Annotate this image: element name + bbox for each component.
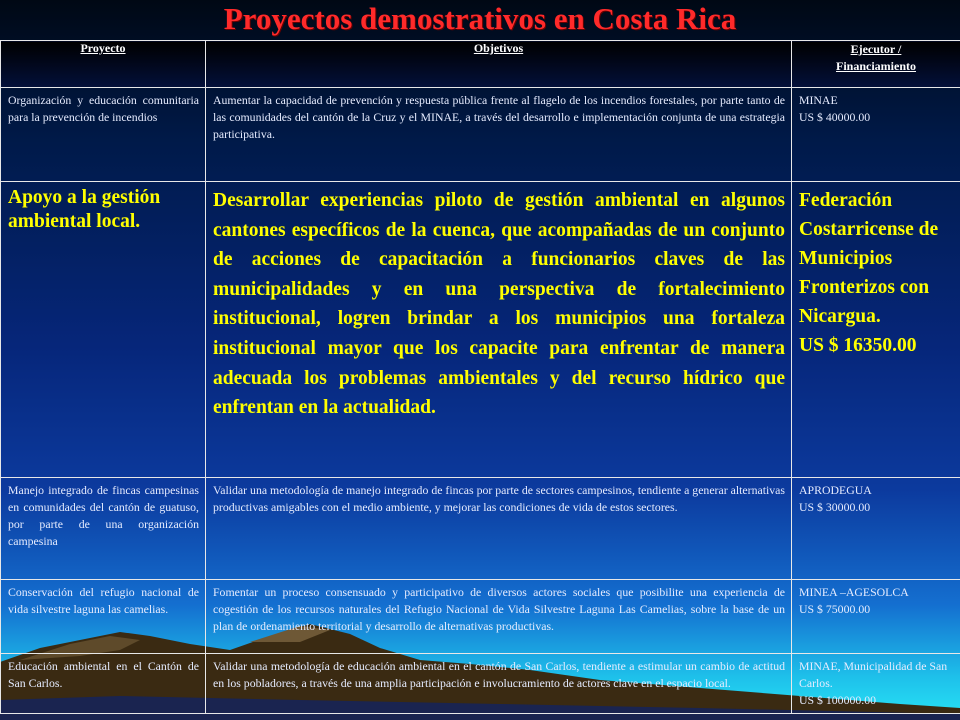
table-row bbox=[1, 88, 960, 182]
ejecutor-amount: US $ 16350.00 bbox=[799, 335, 917, 356]
cell-objetivos: Fomentar un proceso consensuado y participativo de diversos actores sociales que posibilite una experiencia de cogestión de los recursos naturales del Refugio Nacional de Vida Silvestre Laguna Las Camelias, sobre la base de un plan de ordenamiento territorial y desarrollo de alternativas productivas. bbox=[206, 580, 792, 654]
cell-proyecto: Organización y educación comunitaria para la prevención de incendios bbox=[1, 88, 206, 182]
table-header-row bbox=[1, 41, 960, 88]
cell-ejecutor bbox=[792, 88, 960, 182]
projects-table bbox=[0, 40, 960, 714]
cell-proyecto: Manejo integrado de fincas campesinas en comunidades del cantón de guatuso, por parte de una organización campesina bbox=[1, 478, 206, 580]
table-row bbox=[1, 580, 960, 654]
table-row bbox=[1, 182, 960, 478]
cell-objetivos: Aumentar la capacidad de prevención y respuesta pública frente al flagelo de los incendios forestales, por parte tanto de las comunidades del cantón de la Cruz y el MINAE, a través del desarrollo e implementación conjunta de una estrategia participativa. bbox=[206, 88, 792, 182]
cell-objetivos: Validar una metodología de manejo integrado de fincas por parte de sectores campesinos, tendiente a generar alternativas productivas amigables con el medio ambiente, y mejorar las condiciones de vida de estos sectores. bbox=[206, 478, 792, 580]
ejecutor-amount: US $ 40000.00 bbox=[799, 110, 871, 124]
cell-objetivos: Desarrollar experiencias piloto de gestión ambiental en algunos cantones específicos de la cuenca, que acompañadas de un conjunto de acciones de capacitación a funcionarios claves de las municipalidades y en una perspectiva de fortalecimiento institucional, logren brindar a los municipios una fortaleza institucional mayor que los capacite para enfrentar de manera adecuada los problemas ambientales y del recurso hídrico que enfrentan en la actualidad. bbox=[206, 182, 792, 478]
cell-proyecto: Apoyo a la gestión ambiental local. bbox=[1, 182, 206, 478]
cell-ejecutor bbox=[792, 580, 960, 654]
table-row bbox=[1, 654, 960, 714]
header-proyecto bbox=[1, 41, 206, 88]
ejecutor-amount: US $ 30000.00 bbox=[799, 500, 871, 514]
header-proyecto-label: Proyecto bbox=[80, 41, 126, 55]
table-row bbox=[1, 478, 960, 580]
header-ejecutor-label-2: Financiamiento bbox=[836, 59, 916, 73]
header-ejecutor bbox=[792, 41, 960, 88]
page-title: Proyectos demostrativos en Costa Rica bbox=[223, 1, 737, 36]
ejecutor-amount: US $ 75000.00 bbox=[799, 602, 871, 616]
cell-ejecutor bbox=[792, 182, 960, 478]
ejecutor-name: Federación Costarricense de Municipios Fronterizos con Nicargua. bbox=[799, 190, 939, 327]
ejecutor-name: APRODEGUA bbox=[799, 483, 872, 497]
header-objetivos bbox=[206, 41, 792, 88]
ejecutor-amount: US $ 100000.00 bbox=[799, 693, 877, 707]
ejecutor-name: MINAE, Municipalidad de San Carlos. bbox=[799, 659, 948, 690]
ejecutor-name: MINEA –AGESOLCA bbox=[799, 585, 909, 599]
cell-proyecto: Educación ambiental en el Cantón de San Carlos. bbox=[1, 654, 206, 714]
cell-ejecutor bbox=[792, 478, 960, 580]
header-ejecutor-label-1: Ejecutor / bbox=[850, 42, 902, 56]
ejecutor-name: MINAE bbox=[799, 93, 838, 107]
cell-objetivos: Validar una metodología de educación ambiental en el cantón de San Carlos, tendiente a estimular un cambio de actitud en los pobladores, a través de una amplia participación e involucramiento de actores clave en el espacio local. bbox=[206, 654, 792, 714]
cell-ejecutor bbox=[792, 654, 960, 714]
header-objetivos-label: Objetivos bbox=[473, 41, 524, 55]
cell-proyecto: Conservación del refugio nacional de vida silvestre laguna las camelias. bbox=[1, 580, 206, 654]
